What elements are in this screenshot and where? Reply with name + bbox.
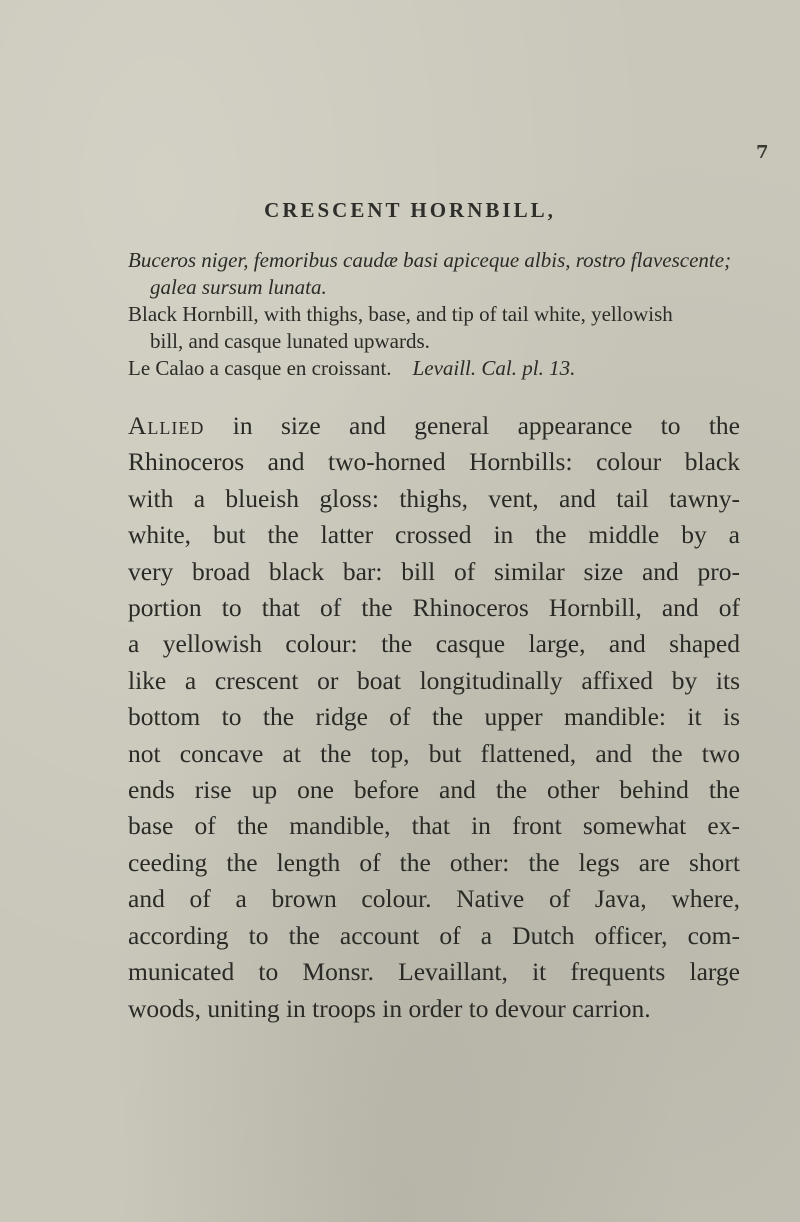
paragraph-line: bottom to the ridge of the upper mandible: it is <box>128 702 740 732</box>
synonymy-line-latin: Buceros niger, femoribus caudæ basi apiceque albis, rostro flavescente; <box>128 248 732 272</box>
synonymy-line-english: Black Hornbill, with thighs, base, and tip of tail white, yellowish <box>128 302 673 326</box>
page-number: 7 <box>756 142 769 163</box>
paragraph-line: ceeding the length of the other: the legs are short <box>128 847 740 877</box>
paragraph-line: Allied in size and general appearance to the <box>128 411 740 440</box>
paragraph-line: very broad black bar: bill of similar size and pro- <box>128 556 740 586</box>
synonymy-french-name: Le Calao a casque en croissant. <box>128 356 392 380</box>
lead-word: Allied <box>128 411 205 440</box>
paragraph-line: and of a brown colour. Native of Java, where, <box>128 884 740 914</box>
synonymy-line-latin-cont: galea sursum lunata. <box>150 275 327 299</box>
paragraph-line: not concave at the top, but flattened, and the two <box>128 738 740 768</box>
page-title: CRESCENT HORNBILL, <box>264 198 556 222</box>
paragraph-line: with a blueish gloss: thighs, vent, and tail tawny- <box>128 483 740 513</box>
paragraph-line: according to the account of a Dutch officer, com- <box>128 920 740 950</box>
synonymy-french-reference: Levaill. Cal. pl. 13. <box>412 356 576 380</box>
synonymy-line-french <box>128 355 768 382</box>
paragraph-line: ends rise up one before and the other behind the <box>128 775 740 805</box>
paragraph-line: portion to that of the Rhinoceros Hornbill, and of <box>128 593 740 623</box>
synonymy-block <box>128 247 768 382</box>
paragraph-line: white, but the latter crossed in the middle by a <box>128 520 740 550</box>
paragraph-line: like a crescent or boat longitudinally affixed by its <box>128 665 740 695</box>
paragraph-line: Rhinoceros and two-horned Hornbills: colour black <box>128 447 740 477</box>
paragraph-line: municated to Monsr. Levaillant, it frequents large <box>128 957 740 987</box>
paragraph-line: base of the mandible, that in front somewhat ex- <box>128 811 740 841</box>
description-paragraph <box>128 408 740 1027</box>
synonymy-line-english-cont: bill, and casque lunated upwards. <box>150 329 430 353</box>
paragraph-line: a yellowish colour: the casque large, and shaped <box>128 629 740 659</box>
paragraph-line: woods, uniting in troops in order to devour carrion. <box>128 993 651 1023</box>
